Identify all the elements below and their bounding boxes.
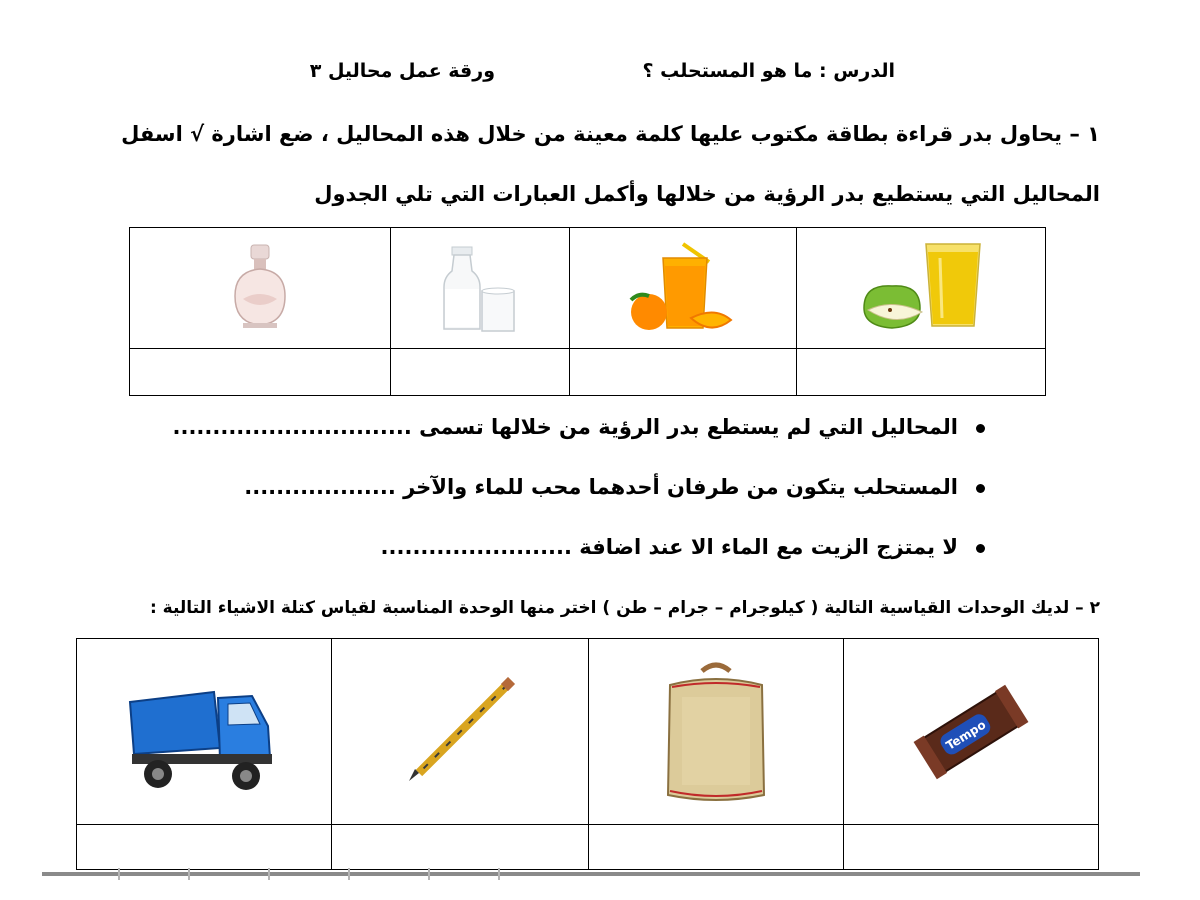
bullet-item <box>172 415 985 439</box>
pencil-cell <box>332 639 589 825</box>
bullet-dot <box>976 544 985 553</box>
answer-cell-pencil[interactable] <box>332 825 589 870</box>
rice-sack-icon <box>656 657 776 807</box>
units-table <box>76 638 1099 870</box>
bullet-item <box>244 475 985 499</box>
answer-cell-apple-juice[interactable] <box>797 349 1046 396</box>
rice-sack-cell <box>589 639 844 825</box>
bullet-item <box>381 535 985 559</box>
solutions-table <box>129 227 1046 396</box>
apple-juice-cell <box>797 228 1046 349</box>
orange-juice-cell <box>570 228 797 349</box>
bottom-ticks <box>110 868 540 880</box>
answer-cell-perfume[interactable] <box>130 349 391 396</box>
question-1-line-1: ١ – يحاول بدر قراءة بطاقة مكتوب عليها كلمة معينة من خلال هذه المحاليل ، ضع اشارة √ اسفل <box>121 122 1100 146</box>
answer-cell-truck[interactable] <box>77 825 332 870</box>
question-2-line: ٢ – لديك الوحدات القياسية التالية ( كيلوجرام – جرام – طن ) اختر منها الوحدة المناسبة لقياس كتلة الاشياء التالية : <box>149 598 1100 618</box>
bullet-dot <box>976 484 985 493</box>
pencil-icon <box>395 677 525 787</box>
apple-juice-icon <box>856 238 986 338</box>
truck-cell <box>77 639 332 825</box>
worksheet-title: ورقة عمل محاليل ٣ <box>309 60 495 82</box>
chocolate-cell <box>844 639 1099 825</box>
milk-icon <box>440 241 520 336</box>
perfume-bottle-icon <box>225 241 295 336</box>
chocolate-brand-label: Tempo <box>943 717 989 753</box>
bullet-dot <box>976 424 985 433</box>
chocolate-bar-icon <box>911 672 1031 792</box>
orange-juice-icon <box>623 238 743 338</box>
answer-cell-orange-juice[interactable] <box>570 349 797 396</box>
bullet-text: المستحلب يتكون من طرفان أحدهما محب للماء والآخر ................... <box>244 475 958 499</box>
answer-cell-rice-sack[interactable] <box>589 825 844 870</box>
lesson-title: الدرس : ما هو المستحلب ؟ <box>642 60 895 82</box>
truck-icon <box>124 662 284 802</box>
answer-cell-chocolate[interactable] <box>844 825 1099 870</box>
bullet-text: المحاليل التي لم يستطع بدر الرؤية من خلالها تسمى .............................. <box>172 415 958 439</box>
milk-cell <box>391 228 570 349</box>
answer-cell-milk[interactable] <box>391 349 570 396</box>
question-1-line-2: المحاليل التي يستطيع بدر الرؤية من خلالها وأكمل العبارات التي تلي الجدول <box>314 182 1100 206</box>
perfume-cell <box>130 228 391 349</box>
bullet-text: لا يمتزج الزيت مع الماء الا عند اضافة ........................ <box>380 535 958 559</box>
